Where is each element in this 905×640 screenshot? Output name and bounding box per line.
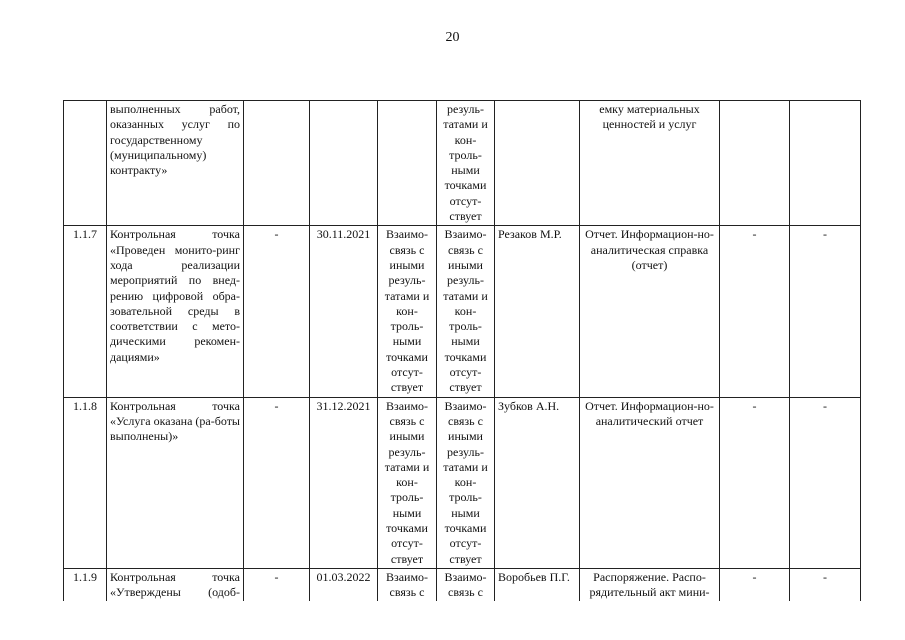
responsible-person: Зубков А.Н. bbox=[495, 397, 580, 568]
end-date: 30.11.2021 bbox=[310, 226, 378, 397]
control-point-name: Контрольная точка «Услуга оказана (ра-боты выполнены)» bbox=[107, 397, 244, 568]
end-date bbox=[310, 101, 378, 226]
responsible-person: Воробьев П.Г. bbox=[495, 568, 580, 617]
start-date: - bbox=[244, 226, 310, 397]
responsible-person bbox=[495, 101, 580, 226]
prev-relation: Взаимо-связь с иными резуль-татами и кон-троль-ными точками отсут-ствует bbox=[378, 226, 437, 397]
result-document: Отчет. Информацион-но-аналитическая справка (отчет) bbox=[580, 226, 720, 397]
control-point-name: Контрольная точка «Утверждены (одоб- bbox=[107, 568, 244, 617]
responsible-person: Резаков М.Р. bbox=[495, 226, 580, 397]
control-point-name: Контрольная точка «Проведен монито-ринг хода реализации мероприятий по внед-рению цифровой обра-зовательной среды в соответствии с мето-дическими рекомен-дациями» bbox=[107, 226, 244, 397]
extra-column-1: - bbox=[720, 397, 790, 568]
extra-column-2: - bbox=[790, 397, 861, 568]
table-row bbox=[64, 101, 861, 226]
table-row bbox=[64, 226, 861, 397]
start-date: - bbox=[244, 568, 310, 617]
end-date: 31.12.2021 bbox=[310, 397, 378, 568]
start-date: - bbox=[244, 397, 310, 568]
extra-column-1 bbox=[720, 101, 790, 226]
page-bottom-margin bbox=[0, 601, 905, 640]
row-number: 1.1.8 bbox=[64, 397, 107, 568]
control-point-name: выполненных работ, оказанных услуг по государственному (муниципальному) контракту» bbox=[107, 101, 244, 226]
extra-column-2: - bbox=[790, 226, 861, 397]
row-number: 1.1.9 bbox=[64, 568, 107, 617]
extra-column-1: - bbox=[720, 568, 790, 617]
prev-relation: Взаимо-связь с иными резуль-татами и кон-троль-ными точками отсут-ствует bbox=[378, 397, 437, 568]
result-document: Распоряжение. Распо-рядительный акт мини- bbox=[580, 568, 720, 617]
page-number: 20 bbox=[445, 30, 460, 45]
extra-column-1: - bbox=[720, 226, 790, 397]
next-relation: Взаимо-связь с иными резуль-татами и кон-троль-ными точками отсут-ствует bbox=[437, 397, 495, 568]
row-number: 1.1.7 bbox=[64, 226, 107, 397]
result-document: емку материальных ценностей и услуг bbox=[580, 101, 720, 226]
prev-relation: Взаимо-связь с bbox=[378, 568, 437, 617]
next-relation: резуль-татами и кон-троль-ными точками отсут-ствует bbox=[437, 101, 495, 226]
end-date: 01.03.2022 bbox=[310, 568, 378, 617]
prev-relation bbox=[378, 101, 437, 226]
start-date bbox=[244, 101, 310, 226]
extra-column-2 bbox=[790, 101, 861, 226]
extra-column-2: - bbox=[790, 568, 861, 617]
row-number bbox=[64, 101, 107, 226]
table-row bbox=[64, 397, 861, 568]
control-points-table bbox=[63, 100, 861, 618]
result-document: Отчет. Информацион-но-аналитический отчет bbox=[580, 397, 720, 568]
next-relation: Взаимо-связь с иными резуль-татами и кон-троль-ными точками отсут-ствует bbox=[437, 226, 495, 397]
next-relation: Взаимо-связь с bbox=[437, 568, 495, 617]
